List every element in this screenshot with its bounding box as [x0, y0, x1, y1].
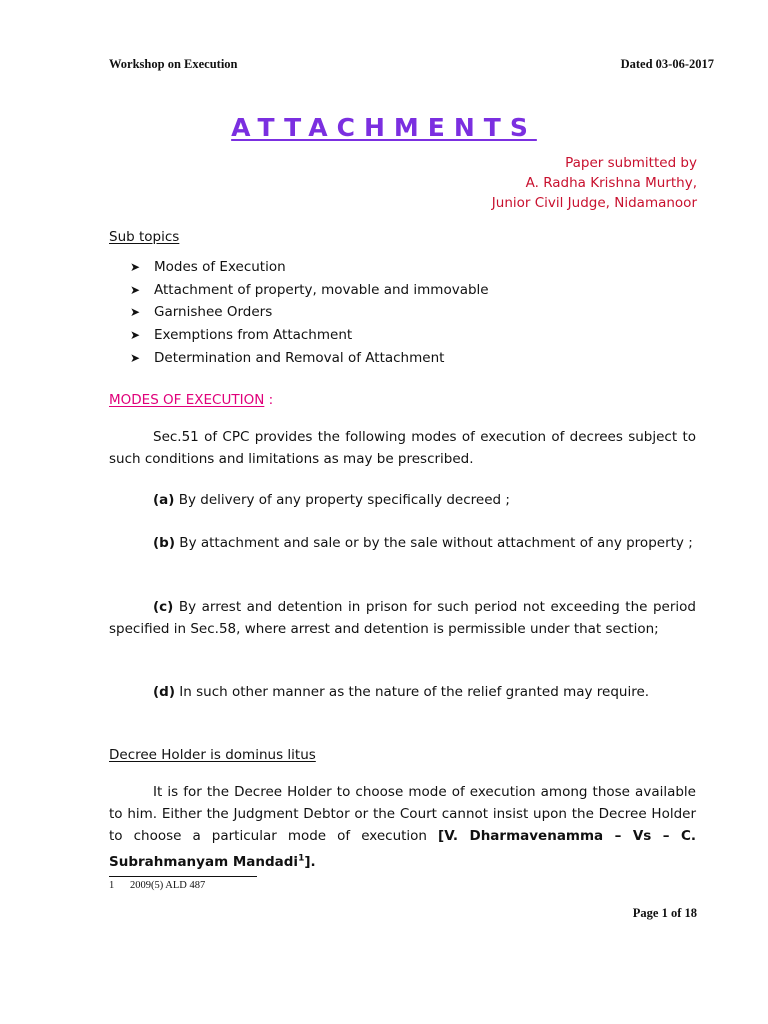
mode-item-c: (c) By arrest and detention in prison for such period not exceeding the period specified in Sec.58, where arrest and detention is permissible under that section; [109, 599, 696, 637]
document-title: ATTACHMENTS [231, 113, 537, 142]
list-item: ➤ Exemptions from Attachment [130, 324, 489, 347]
footnote-divider [109, 876, 257, 877]
list-item: ➤ Modes of Execution [130, 256, 489, 279]
author-block [492, 153, 697, 213]
arrow-bullet-icon: ➤ [130, 282, 141, 297]
list-item: ➤ Determination and Removal of Attachment [130, 347, 489, 370]
dominus-heading: Decree Holder is dominus litus [109, 747, 316, 763]
author-line-name: A. Radha Krishna Murthy, [525, 175, 697, 191]
header-date: Dated 03-06-2017 [620, 57, 714, 71]
modes-heading: MODES OF EXECUTION : [109, 392, 274, 408]
author-line-designation: Junior Civil Judge, Nidamanoor [491, 195, 697, 211]
subtopics-list [130, 256, 489, 370]
mode-item-b: (b) By attachment and sale or by the sale without attachment of any property ; [153, 535, 693, 551]
arrow-bullet-icon: ➤ [130, 260, 141, 274]
page-number: Page 1 of 18 [632, 906, 697, 920]
list-item: ➤ Garnishee Orders [130, 301, 489, 324]
author-line-submitted: Paper submitted by [565, 155, 697, 171]
list-item: ➤ Attachment of property, movable and immovable [130, 279, 489, 302]
arrow-bullet-icon: ➤ [130, 350, 141, 365]
arrow-bullet-icon: ➤ [130, 305, 141, 320]
arrow-bullet-icon: ➤ [130, 328, 141, 343]
page-header [109, 57, 714, 73]
subtopics-heading: Sub topics [109, 229, 180, 245]
mode-item-a: (a) By delivery of any property specifically decreed ; [153, 492, 510, 508]
footnote-ref[interactable]: 1 [298, 853, 305, 863]
case-citation: [V. Dharmavenamma – Vs – C. Subrahmanyam Mandadi$^1$]. [109, 828, 696, 870]
mode-item-d: (d) In such other manner as the nature of the relief granted may require. [153, 684, 650, 700]
header-left: Workshop on Execution [109, 57, 238, 71]
footnote: 1 2009(5) ALD 487 [109, 880, 206, 891]
dominus-paragraph: It is for the Decree Holder to choose mode of execution among those available to him. Either the Judgment Debtor or the Court cannot insist upon the Decree Holder to choose a particular mode of execution [V. Dharmavenamma – Vs – C. Subrahmanyam Mandadi$^1$]. [109, 784, 696, 870]
modes-intro: Sec.51 of CPC provides the following modes of execution of decrees subject to such conditions and limitations as may be prescribed. [109, 429, 696, 467]
